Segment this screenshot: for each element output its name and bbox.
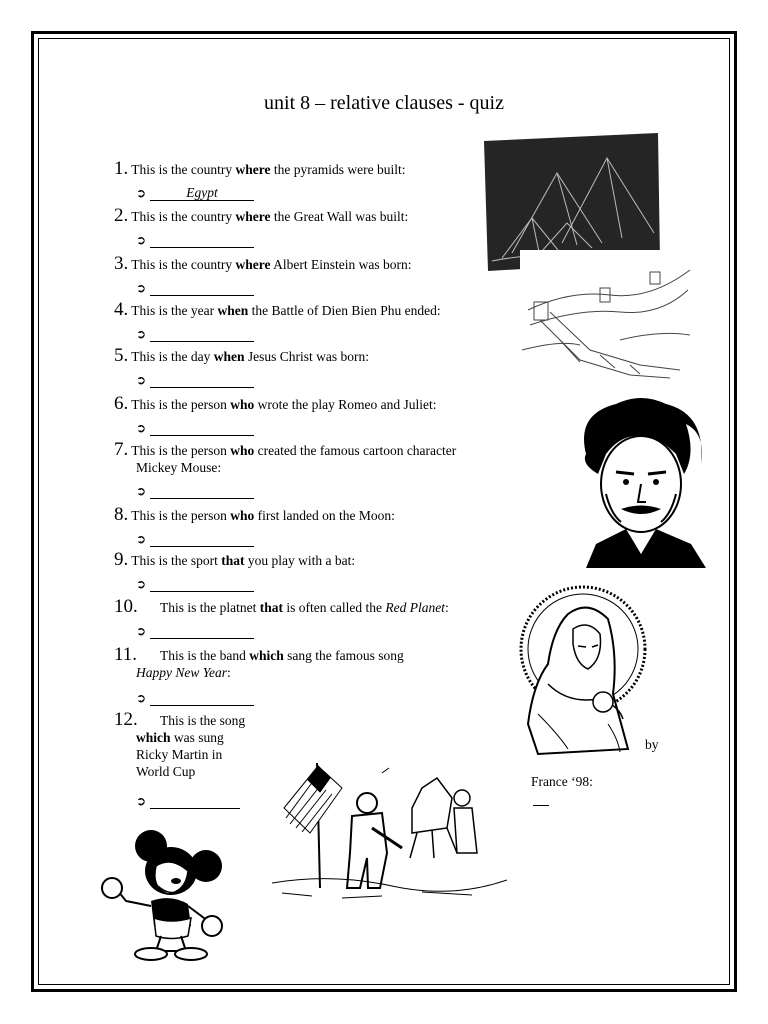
arrow-icon: ➲ [136,186,147,200]
arrow-icon: ➲ [136,532,147,546]
answer-8[interactable] [136,531,254,547]
arrow-icon: ➲ [136,233,147,247]
question-1: 1. This is the country where the pyramids were built: [114,158,406,179]
arrow-icon: ➲ [136,691,147,705]
answer-12[interactable] [136,793,240,809]
answer-5[interactable] [136,372,254,388]
question-3: 3. This is the country where Albert Einstein was born: [114,253,412,274]
mickey-mouse-picture [96,826,236,962]
arrow-icon: ➲ [136,281,147,295]
great-wall-picture [520,250,692,380]
question-6: 6. This is the person who wrote the play Romeo and Juliet: [114,393,437,414]
question-10: 10. This is the platnet that is often called the Red Planet: [114,596,449,617]
madonna-and-child-picture [508,574,650,760]
answer-3[interactable] [136,280,254,296]
einstein-portrait [566,394,716,568]
answer-1[interactable]: ➲ Egypt [136,185,254,201]
question-12: 12. This is the song which was sung Ricky Martin in World Cup [114,709,246,779]
page-title: unit 8 – relative clauses - quiz [264,92,504,114]
arrow-icon: ➲ [136,373,147,387]
arrow-icon: ➲ [136,484,147,498]
question-7: 7. This is the person who created the famous cartoon character Mickey Mouse: [114,439,457,475]
answer-10[interactable] [136,623,254,639]
answer-2[interactable] [136,232,254,248]
answer-9[interactable] [136,576,254,592]
question-5: 5. This is the day when Jesus Christ was born: [114,345,370,366]
arrow-icon: ➲ [136,327,147,341]
arrow-icon: ➲ [136,421,147,435]
answer-7[interactable] [136,483,254,499]
answer-4[interactable] [136,326,254,342]
question-8: 8. This is the person who first landed on the Moon: [114,504,395,525]
question-2: 2. This is the country where the Great Wall was built: [114,205,409,226]
question-4: 4. This is the year when the Battle of Dien Bien Phu ended: [114,299,441,320]
question-12-france: France ‘98: [531,774,593,789]
arrow-icon: ➲ [136,624,147,638]
answer-11[interactable] [136,690,254,706]
arrow-icon: ➲ [136,577,147,591]
question-12-by: by [645,737,659,752]
arrow-icon: ➲ [136,794,147,808]
question-9: 9. This is the sport that you play with a bat: [114,549,356,570]
moon-landing-picture [272,758,507,908]
question-12-underline [533,805,549,806]
question-11: 11. This is the band which sang the famous song Happy New Year: [114,644,404,680]
answer-6[interactable] [136,420,254,436]
